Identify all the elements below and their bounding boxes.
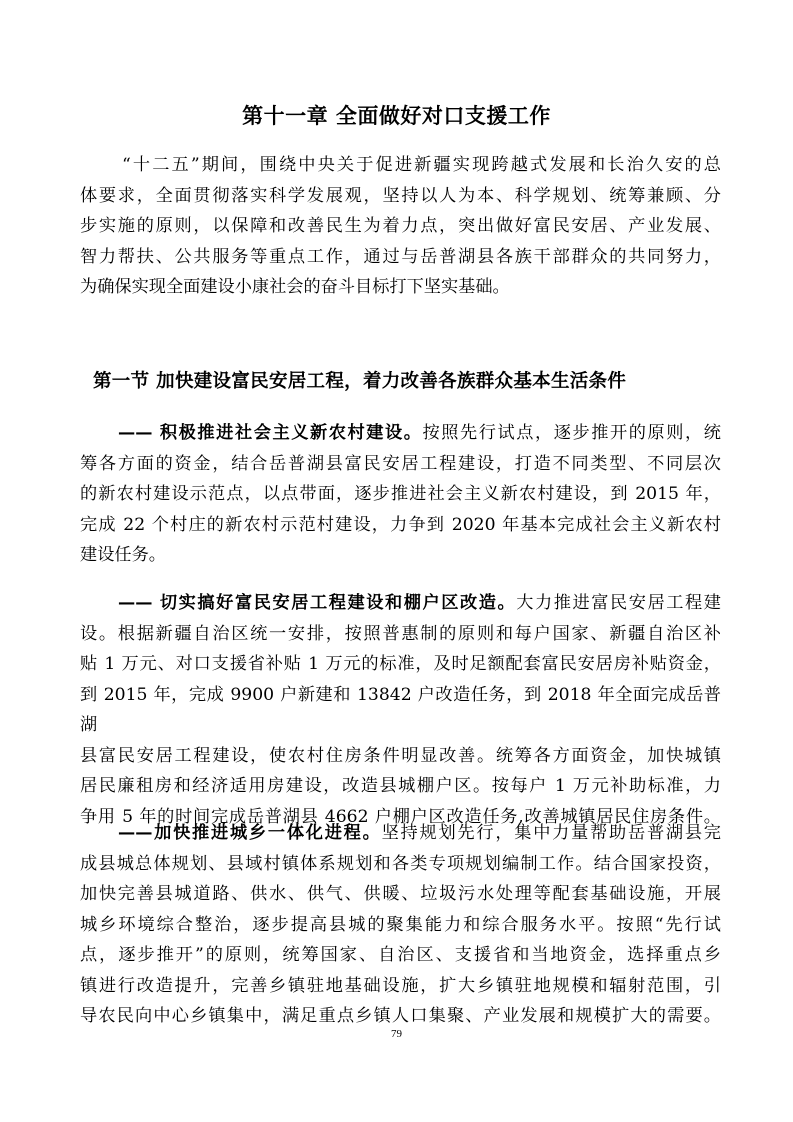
item-line: 完成 22 个村庄的新农村示范村建设，力争到 2020 年基本完成社会主义新农村 xyxy=(80,514,721,535)
item-first-line xyxy=(80,418,721,449)
intro-line: 体要求，全面贯彻落实科学发展观，坚持以人为本、科学规划、统筹兼顾、分 xyxy=(80,185,721,206)
intro-line: 智力帮扶、公共服务等重点工作，通过与岳普湖县各族干部群众的共同努力， xyxy=(80,246,721,267)
item-line: 筹各方面的资金，结合岳普湖县富民安居工程建设，打造不同类型、不同层次 xyxy=(80,453,721,474)
item-line: 争用 5 年的时间完成岳普湖县 4662 户棚户区改造任务,改善城镇居民住房条件。 xyxy=(80,806,721,827)
item-lead: —— 积极推进社会主义新农村建设。 xyxy=(118,423,423,443)
item-line: 镇进行改造提升，完善乡镇驻地基础设施，扩大乡镇驻地规模和辐射范围，引 xyxy=(80,975,721,996)
item-first-rest: 按照先行试点，逐步推开的原则，统 xyxy=(422,423,721,443)
item-lead: ——加快推进城乡一体化进程。 xyxy=(118,823,382,843)
item-line: 成县城总体规划、县域村镇体系规划和各类专项规划编制工作。结合国家投资， xyxy=(80,853,721,874)
item-first-line xyxy=(80,588,721,619)
item-first-rest: 大力推进富民安居工程建 xyxy=(516,593,721,613)
intro-line: “十二五”期间，围绕中央关于促进新疆实现跨越式发展和长治久安的总 xyxy=(122,155,721,175)
item-line: 的新农村建设示范点，以点带面，逐步推进社会主义新农村建设，到 2015 年， xyxy=(80,484,721,504)
item-line: 建设任务。 xyxy=(80,545,166,565)
item-line: 设。根据新疆自治区统一安排，按照普惠制的原则和每户国家、新疆自治区补 xyxy=(80,623,721,644)
intro-paragraph xyxy=(80,150,721,303)
item-paragraph-3 xyxy=(80,818,721,1032)
item-paragraph-2 xyxy=(80,588,721,832)
item-line: 加快完善县城道路、供水、供气、供暖、垃圾污水处理等配套基础设施，开展 xyxy=(80,884,721,904)
item-line: 县富民安居工程建设，使农村住房条件明显改善。统筹各方面资金，加快城镇 xyxy=(80,745,721,766)
intro-line: 为确保实现全面建设小康社会的奋斗目标打下坚实基础。 xyxy=(80,277,510,297)
chapter-title: 第十一章 全面做好对口支援工作 xyxy=(242,104,551,128)
item-line: 贴 1 万元、对口支援省补贴 1 万元的标准，及时足额配套富民安居房补贴资金， xyxy=(80,654,721,674)
item-line: 居民廉租房和经济适用房建设，改造县城棚户区。按每户 1 万元补助标准，力 xyxy=(80,776,721,796)
item-line: 到 2015 年，完成 9900 户新建和 13842 户改造任务，到 2018 年全面完成岳普湖 xyxy=(80,684,721,735)
page-number: 79 xyxy=(391,1028,402,1040)
item-first-line xyxy=(80,818,721,849)
item-line: 导农民向中心乡镇集中，满足重点乡镇人口集聚、产业发展和规模扩大的需要。 xyxy=(80,1006,721,1026)
intro-line: 步实施的原则，以保障和改善民生为着力点，突出做好富民安居、产业发展、 xyxy=(80,216,721,236)
item-line: 点，逐步推开”的原则，统筹国家、自治区、支援省和当地资金，选择重点乡 xyxy=(80,945,721,965)
item-lead: —— 切实搞好富民安居工程建设和棚户区改造。 xyxy=(118,593,517,613)
item-first-rest: 坚持规划先行，集中力量帮助岳普湖县完 xyxy=(381,823,721,843)
section-title: 第一节 加快建设富民安居工程，着力改善各族群众基本生活条件 xyxy=(93,371,627,392)
item-line: 城乡环境综合整治，逐步提高县城的聚集能力和综合服务水平。按照“先行试 xyxy=(80,914,721,935)
item-paragraph-1 xyxy=(80,418,721,571)
